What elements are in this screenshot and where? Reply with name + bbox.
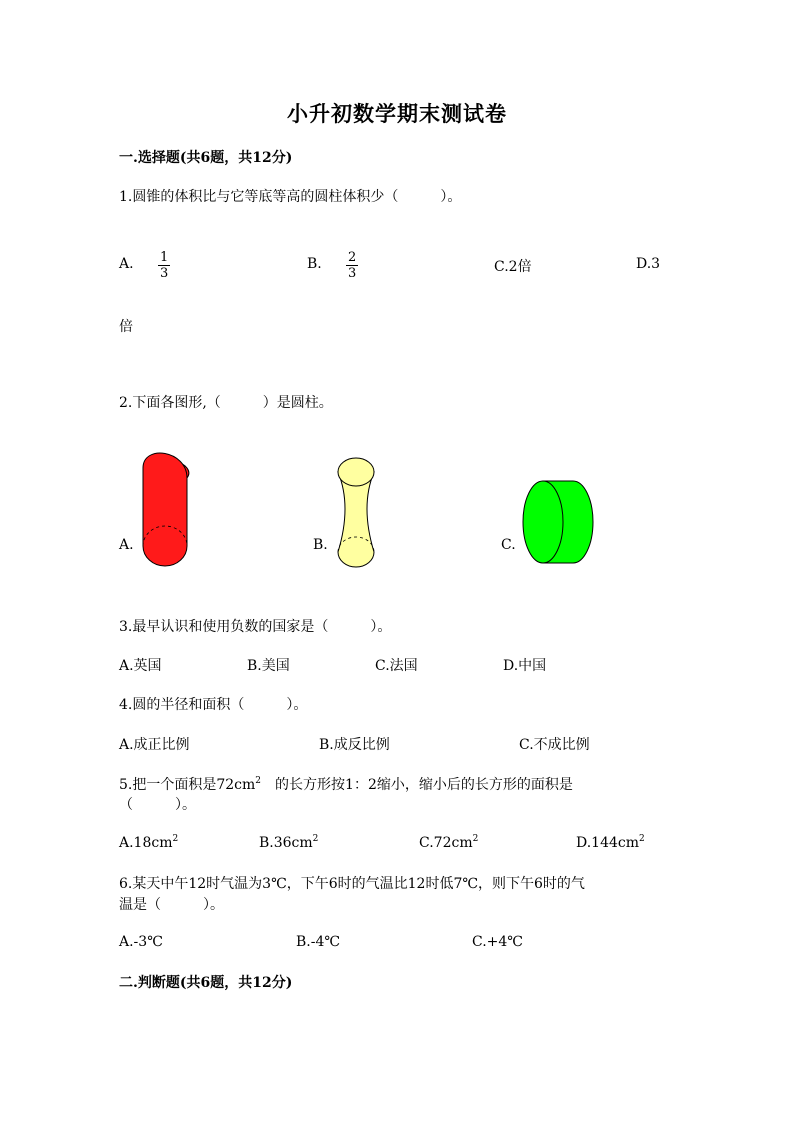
superscript: 2 — [312, 834, 319, 844]
q1-option-d-continued: 倍 — [119, 319, 133, 335]
question-5-line-1 — [119, 774, 573, 794]
q2-option-a[interactable]: A. — [119, 537, 134, 553]
fraction-denominator: 3 — [348, 266, 357, 281]
q2-option-c[interactable]: C. — [501, 537, 516, 553]
question-2-text: 2.下面各图形,（ ）是圆柱。 — [119, 395, 333, 411]
q5-text-part2: 的长方形按1：2缩小，缩小后的长方形的面积是 — [261, 777, 573, 793]
red-cylinder-figure — [140, 448, 190, 570]
q5-option-b[interactable] — [259, 834, 318, 851]
q5-option-d[interactable] — [576, 834, 645, 851]
q1-option-b-fraction[interactable] — [346, 250, 358, 281]
q6-option-b[interactable]: B.-4℃ — [296, 934, 341, 950]
page-title: 小升初数学期末测试卷 — [287, 101, 507, 126]
superscript: 2 — [639, 834, 645, 844]
section-heading-true-false: 二.判断题(共6题，共12分) — [119, 975, 293, 991]
superscript: 2 — [472, 834, 479, 844]
q5-option-c-text: C.72cm — [419, 835, 473, 851]
q4-option-a[interactable]: A.成正比例 — [119, 737, 190, 753]
q6-option-c[interactable]: C.+4℃ — [472, 934, 523, 950]
q5-text-part1: 5.把一个面积是72cm — [119, 777, 256, 793]
q5-option-a-text: A.18cm — [119, 835, 173, 851]
question-4-text: 4.圆的半径和面积（ ）。 — [119, 697, 308, 713]
fraction-numerator: 2 — [348, 250, 357, 265]
q3-option-c[interactable]: C.法国 — [375, 658, 418, 674]
question-3-text: 3.最早认识和使用负数的国家是（ ）。 — [119, 619, 392, 635]
q5-option-c[interactable] — [419, 834, 478, 851]
fraction-denominator: 3 — [160, 266, 169, 281]
question-6-line-2: 温是（ ）。 — [119, 897, 224, 913]
q3-option-b[interactable]: B.美国 — [247, 658, 290, 674]
q1-option-b-label[interactable]: B. — [307, 256, 322, 272]
q5-option-a[interactable] — [119, 834, 178, 851]
q1-option-a-label[interactable]: A. — [119, 256, 134, 272]
green-cylinder-figure — [521, 479, 597, 567]
q5-option-d-text: D.144cm — [576, 835, 640, 851]
superscript: 2 — [172, 834, 179, 844]
q1-option-d[interactable]: D.3 — [636, 256, 661, 272]
q5-option-b-text: B.36cm — [259, 835, 313, 851]
q6-option-a[interactable]: A.-3℃ — [119, 934, 163, 950]
q3-option-d[interactable]: D.中国 — [503, 658, 547, 674]
section-heading-choice: 一.选择题(共6题，共12分) — [119, 150, 293, 166]
hourglass-solid-figure — [334, 456, 378, 570]
q1-option-c[interactable]: C.2倍 — [494, 259, 532, 275]
q4-option-c[interactable]: C.不成比例 — [519, 737, 590, 753]
q2-option-b[interactable]: B. — [313, 537, 328, 553]
fraction-numerator: 1 — [160, 250, 169, 265]
q3-option-a[interactable]: A.英国 — [119, 658, 162, 674]
question-1-text: 1.圆锥的体积比与它等底等高的圆柱体积少（ ）。 — [119, 189, 462, 205]
q4-option-b[interactable]: B.成反比例 — [319, 737, 390, 753]
q1-option-a-fraction[interactable] — [158, 250, 170, 281]
question-6-line-1: 6.某天中午12时气温为3℃，下午6时的气温比12时低7℃，则下午6时的气 — [119, 876, 585, 892]
question-5-line-2: （ ）。 — [119, 797, 196, 813]
superscript: 2 — [255, 776, 262, 786]
